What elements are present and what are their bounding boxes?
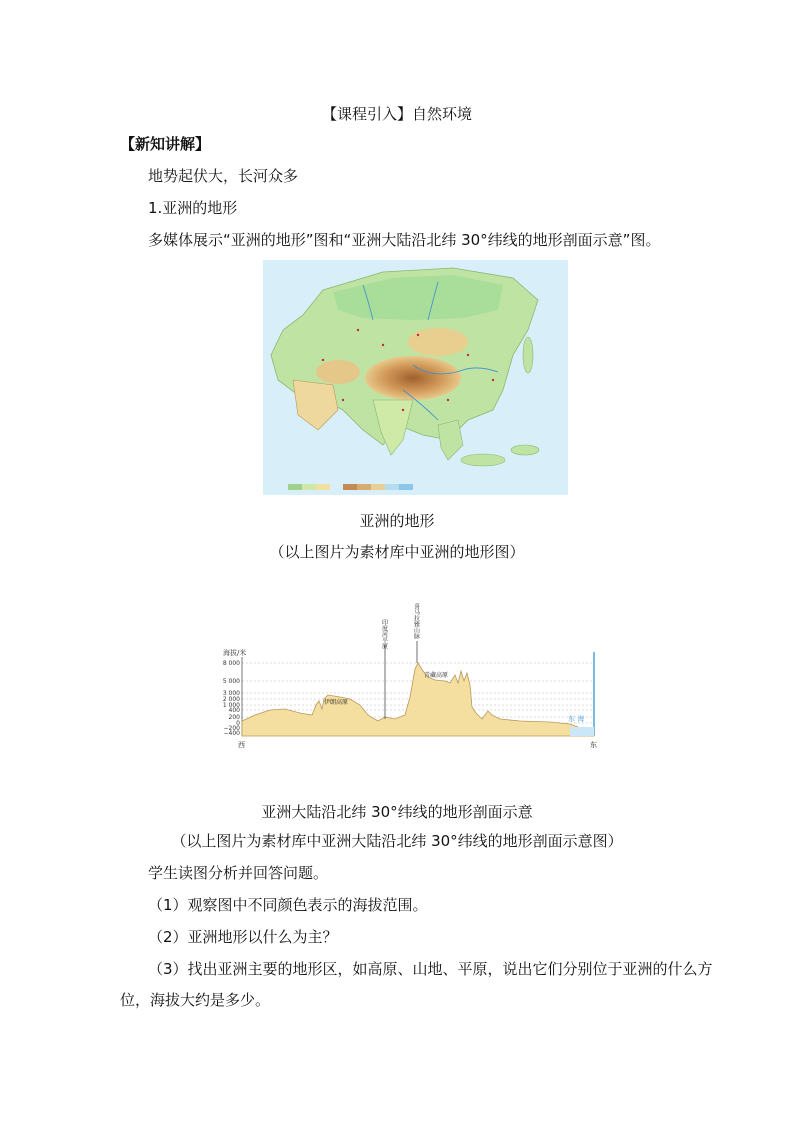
japan [523, 337, 533, 373]
himalaya-text: 喜马拉雅山脉 [412, 603, 420, 639]
y-tick: 400 [228, 707, 240, 714]
question-3: （3）找出亚洲主要的地形区，如高原、山地、平原，说出它们分别位于亚洲的什么方 [148, 960, 713, 978]
mongolia-plateau [408, 328, 468, 356]
section-header: 【新知讲解】 [120, 135, 211, 153]
asia-terrain-map [263, 260, 568, 495]
east-sea-label: 东 海 [568, 715, 585, 723]
y-tick: −400 [223, 730, 240, 737]
figure1-source-note: （以上图片为素材库中亚洲的地形图） [269, 543, 525, 561]
y-tick: −200 [223, 725, 240, 732]
indus-plain-label [381, 618, 388, 719]
iran-plateau [316, 360, 360, 384]
lesson-header: 【课程引入】自然环境 [321, 105, 472, 123]
y-axis-title: 海拔/米 [223, 649, 247, 657]
y-tick: 8 000 [222, 660, 240, 667]
y-tick: 1 000 [222, 702, 240, 709]
iran-plateau-label: 伊朗高原 [324, 699, 349, 706]
terrain-profile-chart [220, 597, 610, 757]
east-label: 东 [590, 741, 597, 749]
tibet-plateau [365, 356, 461, 400]
figure1-caption: 亚洲的地形 [359, 512, 435, 530]
terrain-profile [242, 663, 594, 736]
figure2-caption: 亚洲大陆沿北纬 30°纬线的地形剖面示意 [261, 803, 533, 821]
question-2: （2）亚洲地形以什么为主？ [148, 928, 338, 946]
islands-2 [511, 445, 539, 455]
y-tick: 3 000 [222, 690, 240, 697]
elevation-legend [288, 484, 413, 490]
question-3-continued: 位，海拔大约是多少。 [120, 991, 271, 1009]
y-tick: 0 [236, 720, 240, 727]
figure2-source-note: （以上图片为素材库中亚洲大陆沿北纬 30°纬线的地形剖面示意图） [171, 832, 623, 850]
y-tick: 200 [228, 714, 240, 721]
student-task: 学生读图分析并回答问题。 [148, 864, 329, 882]
subheading: 1.亚洲的地形 [148, 199, 238, 217]
sea-area [570, 727, 594, 736]
west-label: 西 [238, 741, 245, 749]
media-statement: 多媒体展示“亚洲的地形”图和“亚洲大陆沿北纬 30°纬线的地形剖面示意”图。 [148, 231, 661, 249]
indus-plain-text: 印度河平原 [380, 619, 388, 649]
tibet-plateau-label: 青藏高原 [424, 672, 449, 679]
intro-line: 地势起伏大，长河众多 [148, 167, 299, 185]
himalaya-label [413, 602, 420, 663]
islands-1 [461, 454, 505, 466]
question-1: （1）观察图中不同颜色表示的海拔范围。 [148, 896, 428, 914]
y-tick: 2 000 [222, 696, 240, 703]
y-tick: 5 000 [222, 678, 240, 685]
